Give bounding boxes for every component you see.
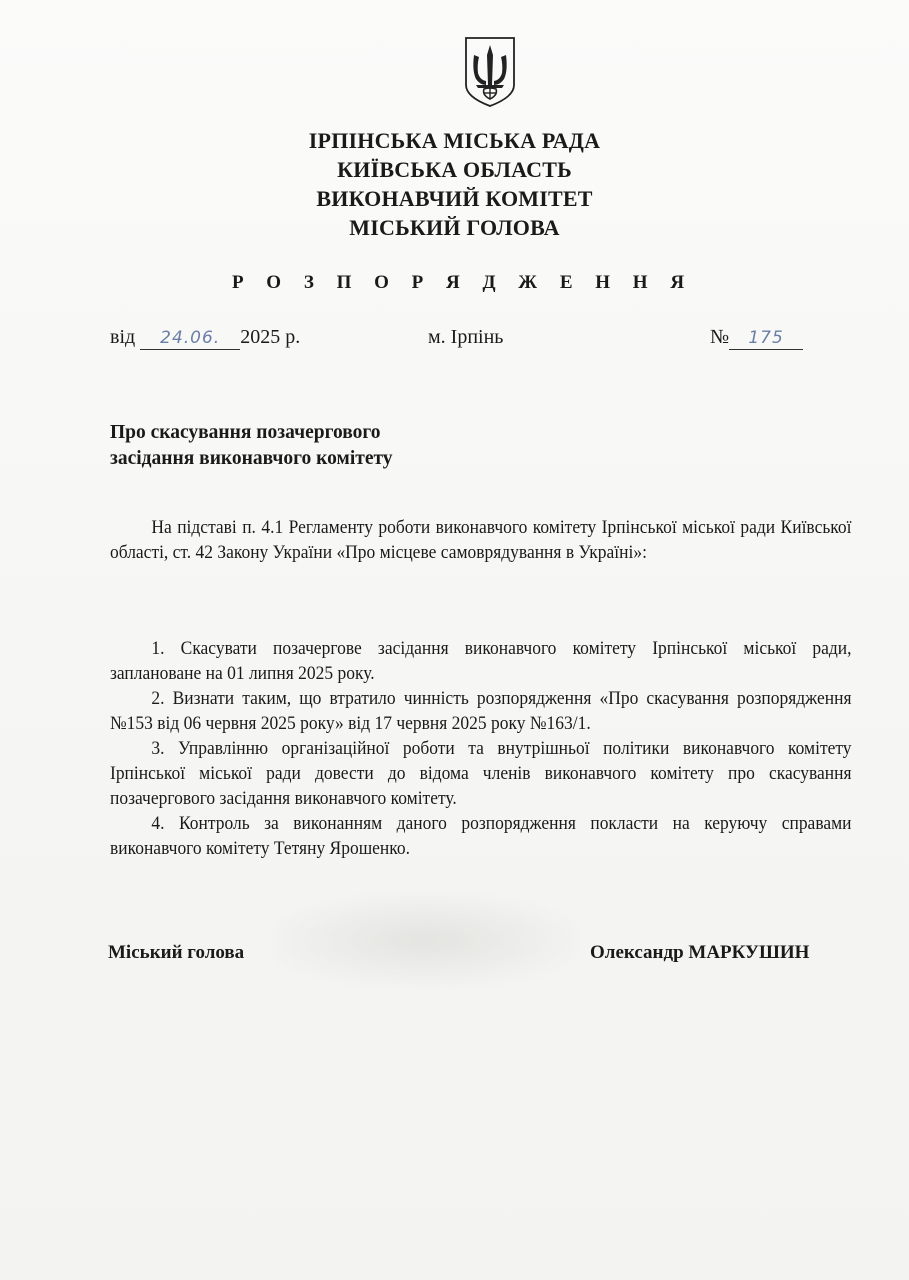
order-item-2: 2. Визнати таким, що втратило чинність розпорядження «Про скасування розпорядження №153 від 06 червня 2025 року» від 17 червня 2025 року №163/1. <box>110 688 852 734</box>
redacted-signature-area <box>275 895 575 985</box>
order-item-3: 3. Управлінню організаційної роботи та внутрішньої політики виконавчого комітету Ірпінської міської ради довести до відома членів виконавчого комітету про скасування позачергового засідання виконавчого комітету. <box>110 738 852 809</box>
document-subject <box>110 420 393 472</box>
order-item-4: 4. Контроль за виконанням даного розпорядження покласти на керуючу справами виконавчого комітету Тетяну Ярошенко. <box>110 813 852 859</box>
date-handwritten: 24.06. <box>160 328 221 348</box>
trident-coat-of-arms-icon <box>462 35 518 109</box>
header-line-mayor: МІСЬКИЙ ГОЛОВА <box>349 215 560 240</box>
number-handwritten: 175 <box>748 328 784 348</box>
order-items <box>110 636 852 861</box>
header-line-region: КИЇВСЬКА ОБЛАСТЬ <box>337 157 572 182</box>
date-prefix: від <box>110 326 136 348</box>
number-handwritten-field <box>729 326 803 350</box>
order-item-1: 1. Скасувати позачергове засідання виконавчого комітету Ірпінської міської ради, заплановане на 01 липня 2025 року. <box>110 638 852 684</box>
preamble-text: На підставі п. 4.1 Регламенту роботи виконавчого комітету Ірпінської міської ради Київської області, ст. 42 Закону України «Про місцеве самоврядування в Україні»: <box>110 517 852 563</box>
header-line-committee: ВИКОНАВЧИЙ КОМІТЕТ <box>316 186 593 211</box>
document-date <box>110 326 300 350</box>
date-suffix: 2025 р. <box>240 326 301 348</box>
date-handwritten-field <box>140 326 240 350</box>
document-type-title: Р О З П О Р Я Д Ж Е Н Н Я <box>231 272 694 293</box>
signatory-position: Міський голова <box>108 942 245 963</box>
header-line-council: ІРПІНСЬКА МІСЬКА РАДА <box>308 128 601 153</box>
subject-line-2: засідання виконавчого комітету <box>110 448 393 469</box>
subject-line-1: Про скасування позачергового <box>110 422 381 443</box>
signatory-name: Олександр МАРКУШИН <box>590 942 810 963</box>
number-prefix: № <box>710 326 730 348</box>
preamble <box>110 515 852 565</box>
document-city: м. Ірпінь <box>428 326 504 348</box>
document-number <box>710 326 803 350</box>
